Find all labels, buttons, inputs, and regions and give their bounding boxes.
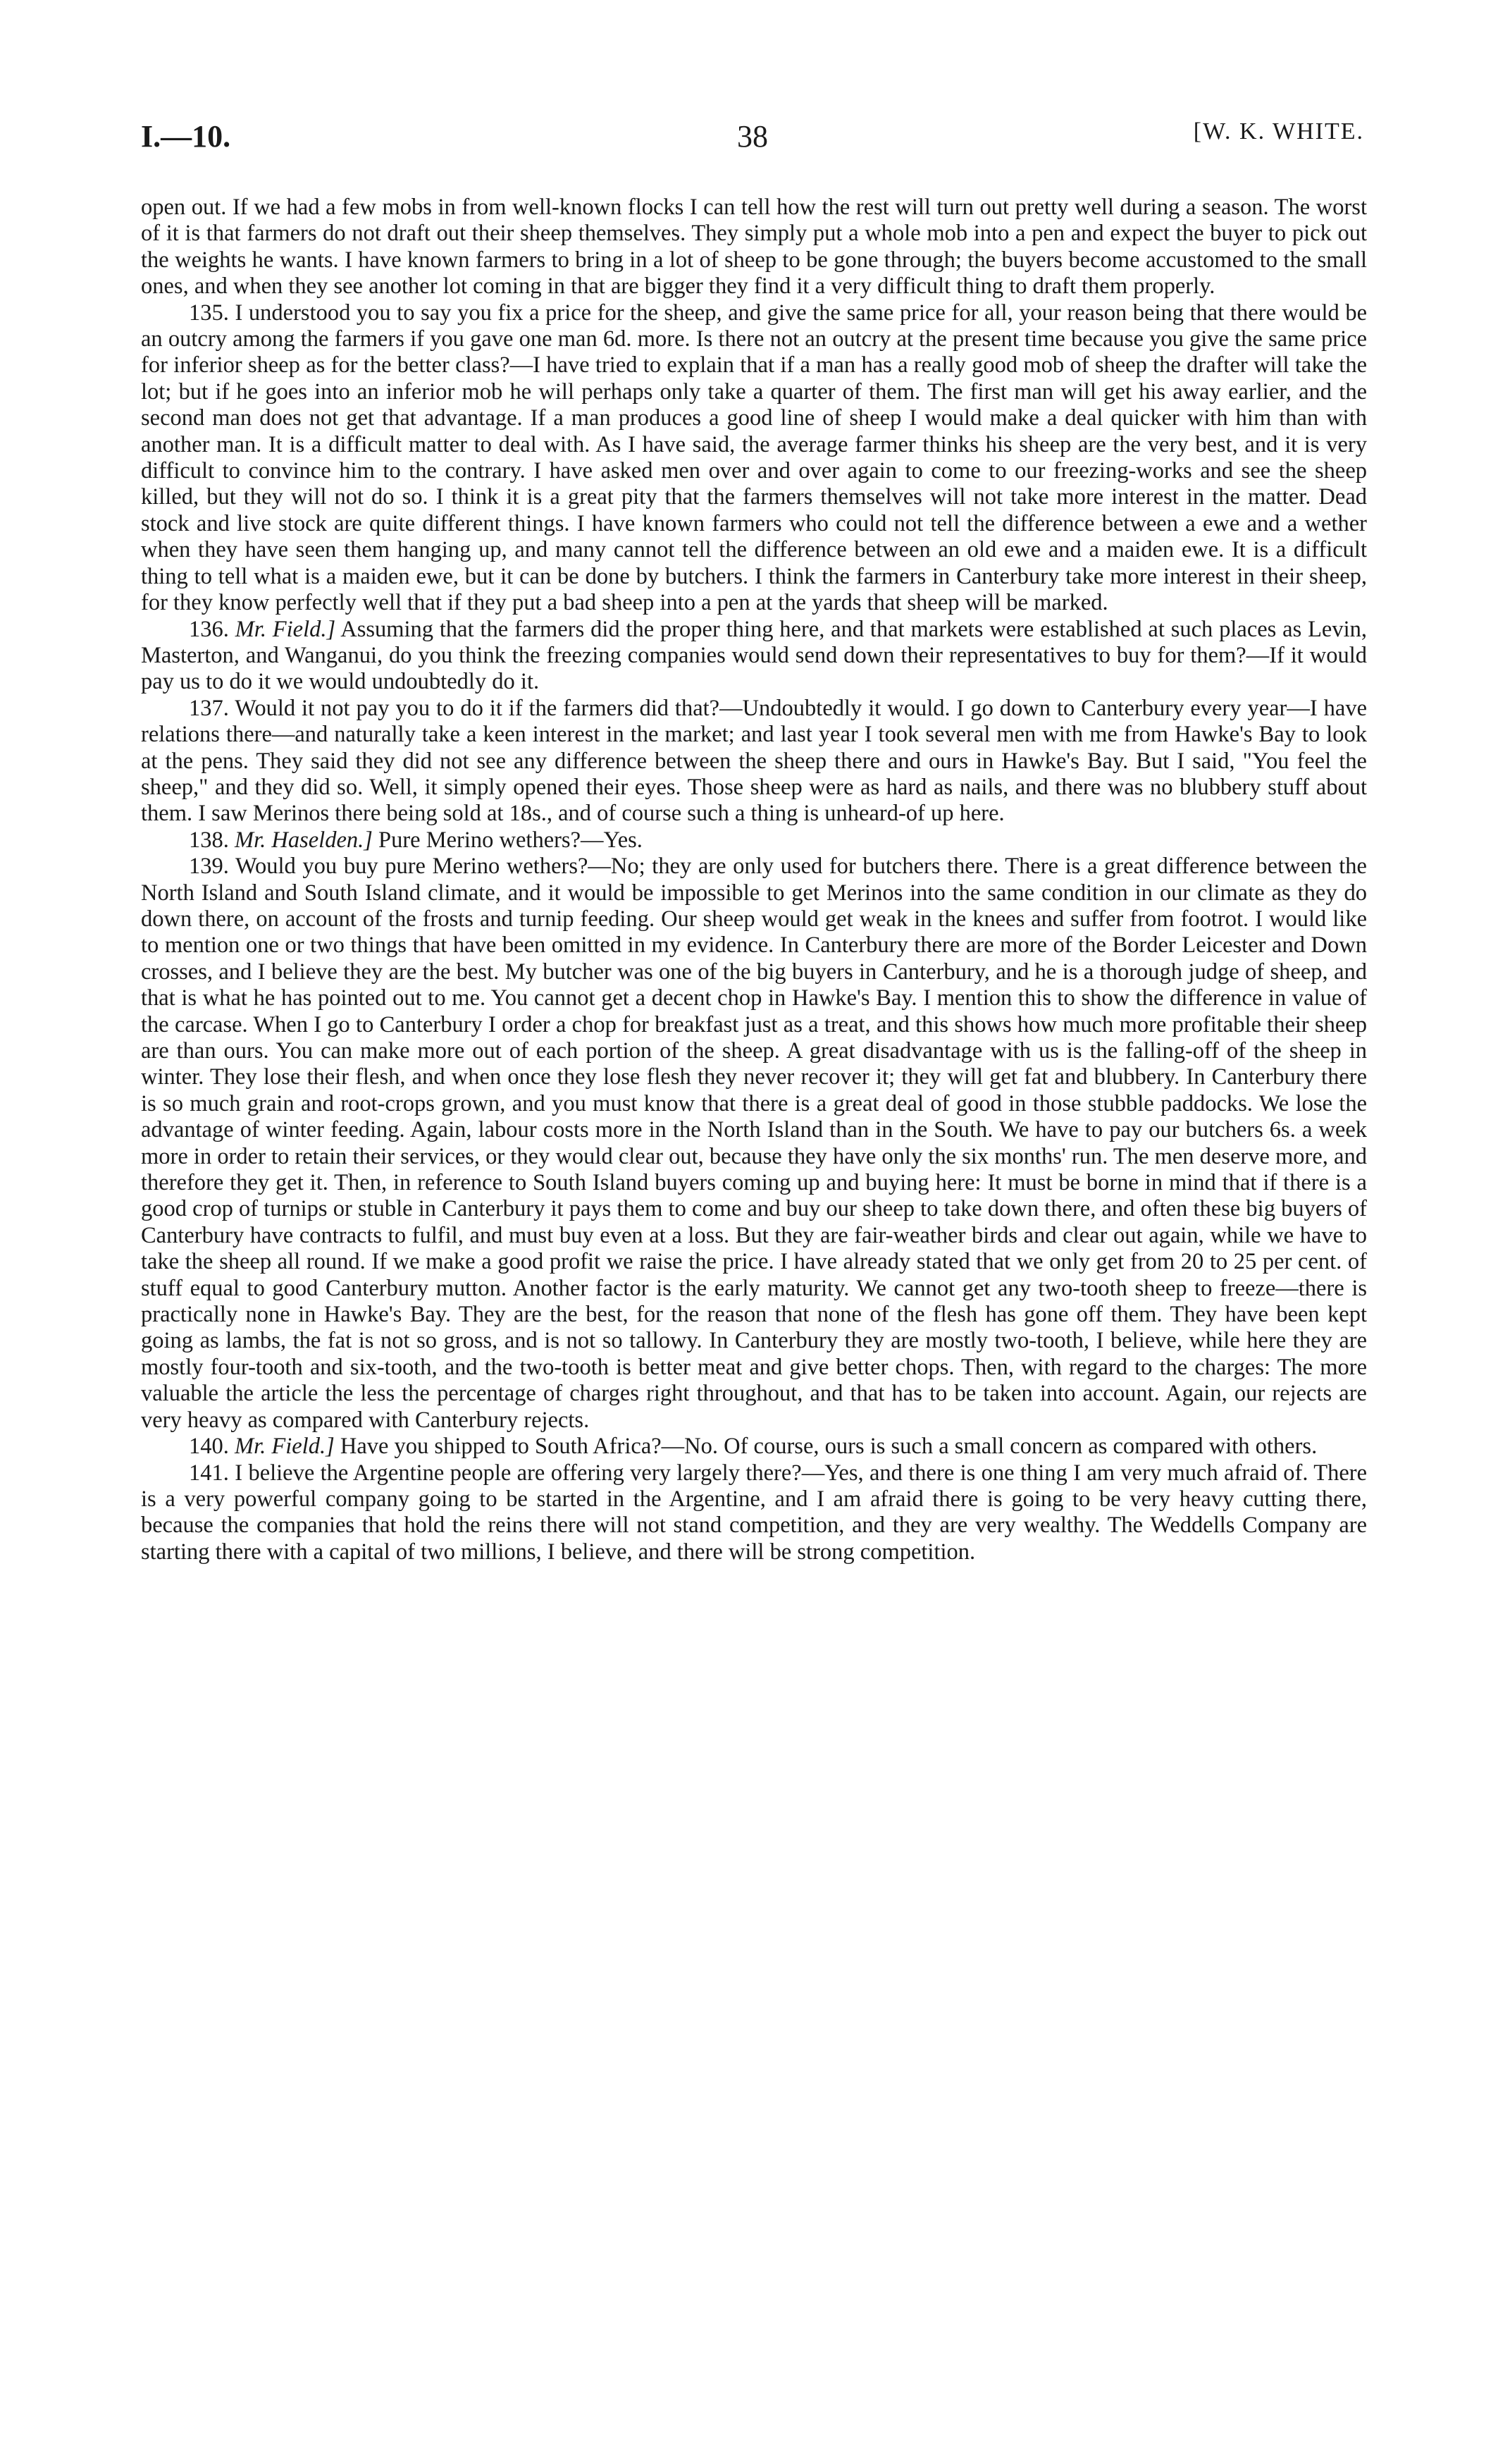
question-138 [141,827,1367,854]
testimony-body [141,195,1367,1565]
paragraph-text: Would it not pay you to do it if the farmers did that?—Undoubtedly it would. I go down to Canterbury every year—I have relations there—and naturally take a keen interest in the market; and last year I took several men with me from Hawke's Bay to look at the pens. They said they did not see any difference between the sheep there and ours in Hawke's Bay. But I said, "You feel the sheep," and they did so. Well, it simply opened their eyes. Those sheep were as hard as nails, and there was no blubbery stuff about them. I saw Merinos there being sold at 18s., and of course such a thing is unheard-of up here. [141,695,1367,827]
page-header [141,118,1364,161]
page-number: 38 [737,119,768,154]
question-136 [141,617,1367,696]
paragraph-text: open out. If we had a few mobs in from well-known flocks I can tell how the rest will turn out pretty well during a season. The worst of it is that farmers do not draft out their sheep themselves. They simply put a whole mob into a pen and expect the buyer to pick out the weights he wants. I have known farmers to bring in a lot of sheep to be gone through; the buyers become accustomed to the small ones, and when they see another lot coming in that are bigger they find it a very difficult thing to draft them properly. [141,195,1367,300]
paragraph-text: Assuming that the farmers did the proper thing here, and that markets were established at such places as Levin, Masterton, and Wanganui, do you think the freezing companies would send down their representatives to buy for them?—If it would pay us to do it we would undoubtedly do it. [141,616,1368,695]
question-135 [141,300,1367,617]
question-number: 139. [189,854,229,880]
question-137 [141,696,1367,827]
speaker-name: Mr. Haselden.] [235,827,373,853]
paragraph-text: I believe the Argentine people are offering very largely there?—Yes, and there is one thing I am very much afraid of. There is a very powerful company going to be started in the Argentine, and I am afraid there is going to be very heavy cutting there, because the companies that hold the reins there will not stand competition, and they are very wealthy. The Weddells Company are starting there with a capital of two millions, I believe, and there will be strong competition. [141,1460,1368,1565]
paragraph-text: Have you shipped to South Africa?—No. Of course, ours is such a small concern as compared with others. [340,1434,1318,1460]
question-140 [141,1434,1367,1460]
question-number: 138. [189,827,229,853]
question-139 [141,854,1367,1434]
witness-name: [W. K. WHITE. [1193,118,1364,144]
paragraph-text: I understood you to say you fix a price for the sheep, and give the same price for all, your reason being that there would be an outcry among the farmers if you gave one man 6d. more. Is there not an outcry at the present time because you give the same price for inferior sheep as for the better class?—I have tried to explain that if a man has a really good mob of sheep the drafter will take the lot; but if he goes into an inferior mob he will perhaps only take a quarter of them. The first man will get his away earlier, and the second man does not get that advantage. If a man produces a good line of sheep I would make a deal quicker with him than with another man. It is a difficult matter to deal with. As I have said, the average farmer thinks his sheep are the very best, and it is very difficult to convince him to the contrary. I have asked men over and over again to come to our freezing-works and see the sheep killed, but they will not do so. I think it is a great pity that the farmers themselves will not take more interest in the matter. Dead stock and live stock are quite different things. I have known farmers who could not tell the difference between a ewe and a wether when they have seen them hanging up, and many cannot tell the difference between an old ewe and a maiden ewe. It is a difficult thing to tell what is a maiden ewe, but it can be done by butchers. I think the farmers in Canterbury take more interest in their sheep, for they know perfectly well that if they put a bad sheep into a pen at the yards that sheep will be marked. [141,300,1367,616]
paragraph-continuation [141,195,1367,300]
parliamentary-paper-ref: I.—10. [141,119,231,154]
question-141 [141,1460,1367,1566]
question-number: 137. [189,695,229,721]
question-number: 136. [189,616,229,642]
question-number: 140. [189,1434,229,1460]
speaker-name: Mr. Field.] [235,1434,335,1460]
question-number: 135. [189,300,229,326]
speaker-name: Mr. Field.] [235,616,336,642]
paragraph-text: Pure Merino wethers?—Yes. [378,827,643,853]
question-number: 141. [189,1460,229,1486]
paragraph-text: Would you buy pure Merino wethers?—No; they are only used for butchers there. There is a great difference between the North Island and South Island climate, and it would be impossible to get Merinos into the same condition in our climate as they do down there, on account of the frosts and turnip feeding. Our sheep would get weak in the knees and suffer from footrot. I would like to mention one or two things that have been omitted in my evidence. In Canterbury there are more of the Border Leicester and Down crosses, and I believe they are the best. My butcher was one of the big buyers in Canterbury, and he is a thorough judge of sheep, and that is what he has pointed out to me. You cannot get a decent chop in Hawke's Bay. I mention this to show the difference in value of the carcase. When I go to Canterbury I order a chop for breakfast just as a treat, and this shows how much more profitable their sheep are than ours. You can make more out of each portion of the sheep. A great disadvantage with us is the falling-off of the sheep in winter. They lose their flesh, and when once they lose flesh they never recover it; they will get fat and blubbery. In Canterbury there is so much grain and root-crops grown, and you must know that there is a great deal of good in those stubble paddocks. We lose the advantage of winter feeding. Again, labour costs more in the North Island than in the South. We have to pay our butchers 6s. a week more in order to retain their services, or they would clear out, because they have only the six months' run. The men deserve more, and therefore they get it. Then, in reference to South Island buyers coming up and buying here: It must be borne in mind that if there is a good crop of turnips or stuble in Canterbury it pays them to come and buy our sheep to take down there, and often these big buyers of Canterbury have contracts to fulfil, and must buy even at a loss. But they are fair-weather birds and clear out again, while we have to take the sheep all round. If we make a good profit we raise the price. I have already stated that we only get from 20 to 25 per cent. of stuff equal to good Canterbury mutton. Another factor is the early maturity. We cannot get any two-tooth sheep to freeze—there is practically none in Hawke's Bay. They are the best, for the reason that none of the flesh has gone off them. They have been kept going as lambs, the fat is not so gross, and is not so tallowy. In Canterbury they are mostly two-tooth, I believe, while here they are mostly four-tooth and six-tooth, and the two-tooth is better meat and give better chops. Then, with regard to the charges: The more valuable the article the less the percentage of charges right throughout, and that has to be taken into account. Again, our rejects are very heavy as compared with Canterbury rejects. [141,854,1367,1433]
